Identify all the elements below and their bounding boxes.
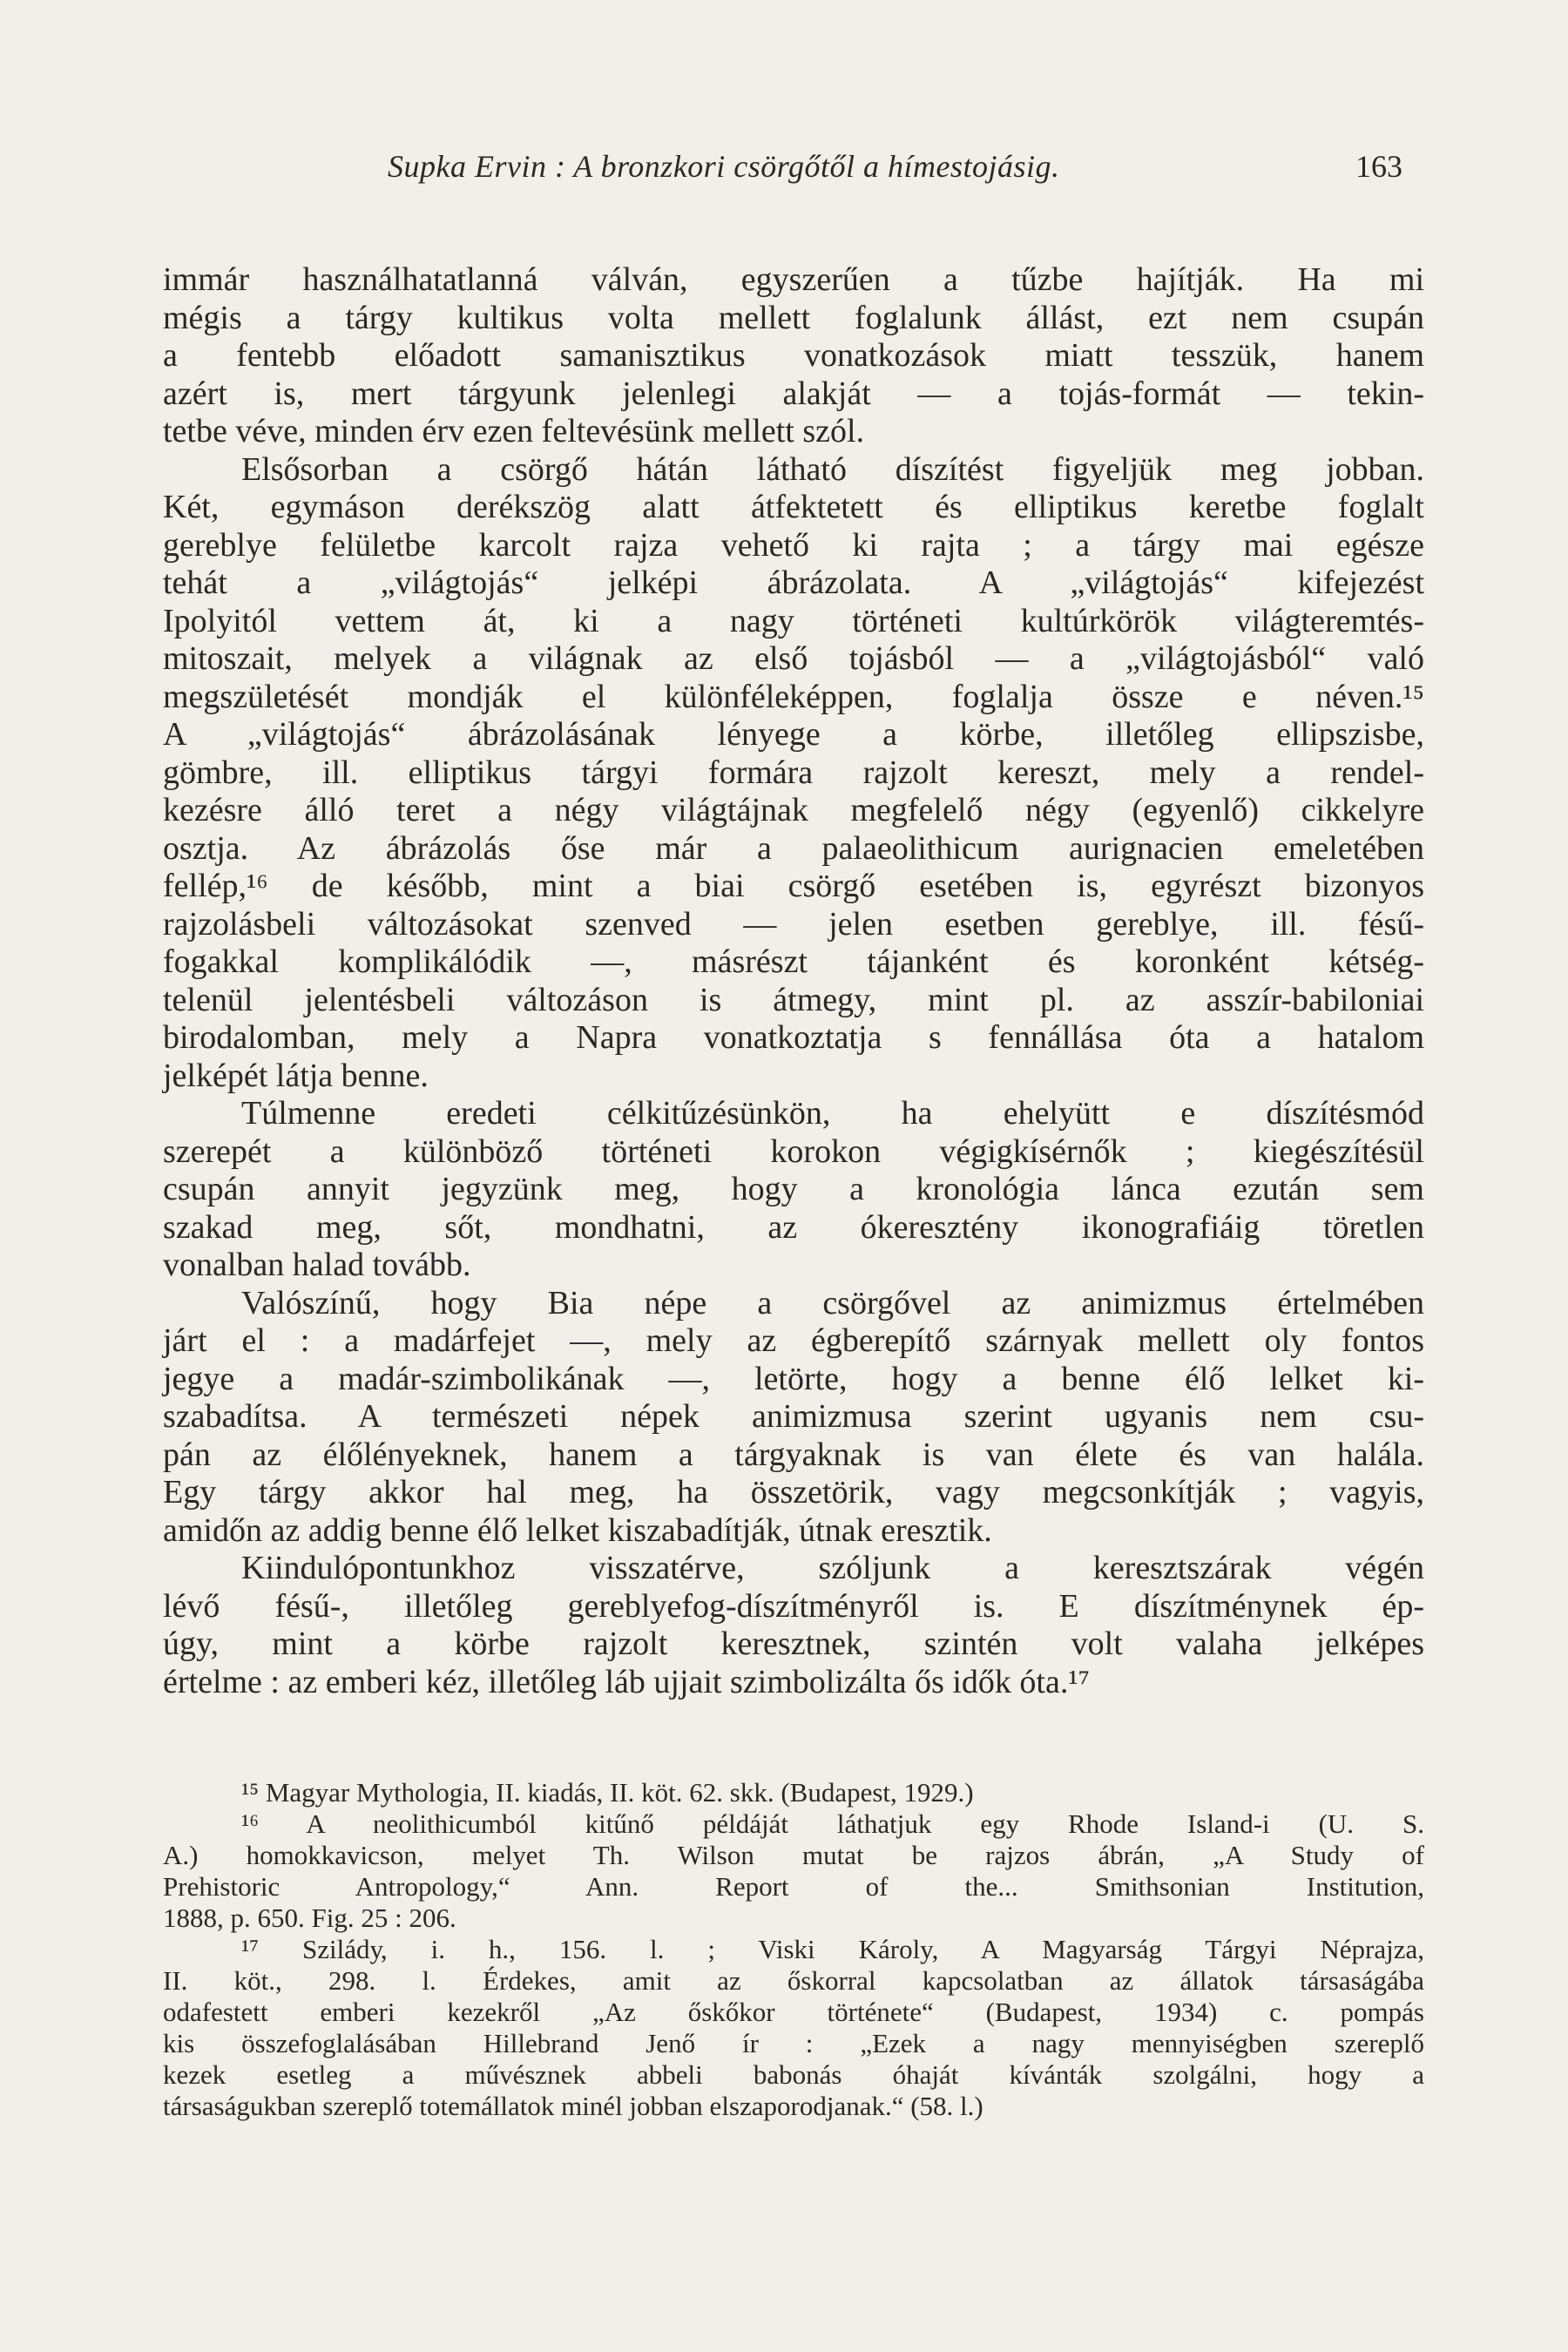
text-line: amidőn az addig benne élő lelket kiszabadítják, útnak eresztik. bbox=[163, 1511, 992, 1549]
text-line: úgy, mint a körbe rajzolt keresztnek, szintén volt valaha jelképes bbox=[163, 1625, 1424, 1662]
page-number: 163 bbox=[1355, 149, 1402, 184]
text-line: csupán annyit jegyzünk meg, hogy a kronológia lánca ezután sem bbox=[163, 1171, 1424, 1207]
text-line: Valószínű, hogy Bia népe a csörgővel az animizmus értelmében bbox=[241, 1284, 1424, 1321]
text-line: tehát a „világtojás“ jelképi ábrázolata. A „világtojás“ kifejezést bbox=[163, 564, 1424, 601]
text-line: Egy tárgy akkor hal meg, ha összetörik, vagy megcsonkítják ; vagyis, bbox=[163, 1474, 1424, 1511]
footnote-line: társaságukban szereplő totemállatok minél jobban elszaporodjanak.“ (58. l.) bbox=[163, 2091, 983, 2121]
running-head bbox=[157, 148, 1420, 200]
footnote-line: odafestett emberi kezekről „Az őskőkor története“ (Budapest, 1934) c. pompás bbox=[163, 1997, 1424, 2027]
text-line: járt el : a madárfejet —, mely az égberepítő szárnyak mellett oly fontos bbox=[163, 1322, 1424, 1359]
text-line: szakad meg, sőt, mondhatni, az ókeresztény ikonografiáig töretlen bbox=[163, 1208, 1424, 1246]
text-line: osztja. Az ábrázolás őse már a palaeolithicum aurignacien emeletében bbox=[163, 829, 1424, 867]
footnote-line: A.) homokkavicson, melyet Th. Wilson mutat be rajzos ábrán, „A Study of bbox=[163, 1840, 1424, 1870]
text-line: lévő fésű-, illetőleg gereblyefog-díszítményről is. E díszítménynek ép- bbox=[163, 1587, 1424, 1625]
text-line: telenül jelentésbeli változáson is átmegy, mint pl. az asszír-babiloniai bbox=[163, 981, 1424, 1018]
body-text bbox=[163, 261, 1424, 1701]
footnote-15: ¹⁵ Magyar Mythologia, II. kiadás, II. köt. 62. skk. (Budapest, 1929.) bbox=[241, 1777, 974, 1808]
text-line: immár használhatatlanná válván, egyszerűen a tűzbe hajítják. Ha mi bbox=[163, 261, 1424, 298]
text-line: tetbe véve, minden érv ezen feltevésünk mellett szól. bbox=[163, 413, 865, 449]
text-line: rajzolásbeli változásokat szenved — jelen esetben gereblye, ill. fésű- bbox=[163, 905, 1424, 943]
text-line: mégis a tárgy kultikus volta mellett foglalunk állást, ezt nem csupán bbox=[163, 299, 1424, 336]
text-line: Túlmenne eredeti célkitűzésünkön, ha ehelyütt e díszítésmód bbox=[241, 1095, 1424, 1132]
text-line: jegye a madár-szimbolikának —, letörte, hogy a benne élő lelket ki- bbox=[163, 1360, 1424, 1397]
text-line: jelképét látja benne. bbox=[163, 1057, 429, 1094]
text-line: Két, egymáson derékszög alatt átfektetett és elliptikus keretbe foglalt bbox=[163, 489, 1424, 525]
text-line: gömbre, ill. elliptikus tárgyi formára rajzolt kereszt, mely a rendel- bbox=[163, 754, 1424, 791]
footnote-16: ¹⁶ A neolithicumból kitűnő példáját láthatjuk egy Rhode Island-i (U. S. bbox=[241, 1808, 1424, 1839]
footnote-line: II. köt., 298. l. Érdekes, amit az őskorral kapcsolatban az állatok társaságába bbox=[163, 1965, 1424, 1996]
text-line: azért is, mert tárgyunk jelenlegi alakját — a tojás-formát — tekin- bbox=[163, 375, 1424, 412]
running-title: Supka Ervin : A bronzkori csörgőtől a hímestojásig. bbox=[388, 149, 1060, 184]
text-line: vonalban halad tovább. bbox=[163, 1247, 471, 1283]
text-line: birodalomban, mely a Napra vonatkoztatja s fennállása óta a hatalom bbox=[163, 1019, 1424, 1056]
text-line: pán az élőlényeknek, hanem a tárgyaknak is van élete és van halála. bbox=[163, 1436, 1424, 1473]
text-line: Elsősorban a csörgő hátán látható díszítést figyeljük meg jobban. bbox=[241, 450, 1424, 488]
text-line: szerepét a különböző történeti korokon végigkísérnők ; kiegészítésül bbox=[163, 1132, 1424, 1170]
text-line: fogakkal komplikálódik —, másrészt tájanként és koronként kétség- bbox=[163, 943, 1424, 980]
text-line: megszületését mondják el különféleképpen, foglalja össze e néven.¹⁵ bbox=[163, 678, 1424, 715]
footnote-line: Prehistoric Antropology,“ Ann. Report of the... Smithsonian Institution, bbox=[163, 1871, 1424, 1902]
text-line: gereblye felületbe karcolt rajza vehető ki rajta ; a tárgy mai egésze bbox=[163, 526, 1424, 564]
text-line: a fentebb előadott samanisztikus vonatkozások miatt tesszük, hanem bbox=[163, 337, 1424, 374]
footnote-17: ¹⁷ Sziládу, i. h., 156. l. ; Viski Károly, A Magyarság Tárgyi Néprajza, bbox=[241, 1934, 1424, 1964]
footnote-line: kis összefoglalásában Hillebrand Jenő ír : „Ezek a nagy mennyiségben szereplő bbox=[163, 2028, 1424, 2058]
text-line: értelme : az emberi kéz, illetőleg láb ujjait szimbolizálta ős idők óta.¹⁷ bbox=[163, 1663, 1090, 1700]
text-line: fellép,¹⁶ de később, mint a biai csörgő esetében is, egyrészt bizonyos bbox=[163, 868, 1424, 904]
footnote-line: kezek esetleg a művésznek abbeli babonás óhaját kívánták szolgálni, hogy a bbox=[163, 2059, 1424, 2090]
footnotes bbox=[163, 1777, 1424, 2122]
text-line: A „világtojás“ ábrázolásának lényege a körbe, illetőleg ellipszisbe, bbox=[163, 716, 1424, 753]
text-line: Kiindulópontunkhoz visszatérve, szóljunk a keresztszárak végén bbox=[241, 1550, 1424, 1586]
text-line: Ipolyitól vettem át, ki a nagy történeti kultúrkörök világteremtés- bbox=[163, 602, 1424, 639]
text-line: szabadítsa. A természeti népek animizmusa szerint ugyanis nem csu- bbox=[163, 1398, 1424, 1435]
text-line: mitoszait, melyek a világnak az első tojásból — a „világtojásból“ való bbox=[163, 640, 1424, 677]
footnote-line: 1888, p. 650. Fig. 25 : 206. bbox=[163, 1903, 456, 1933]
text-line: kezésre álló teret a négy világtájnak megfelelő négy (egyenlő) cikkelyre bbox=[163, 792, 1424, 828]
